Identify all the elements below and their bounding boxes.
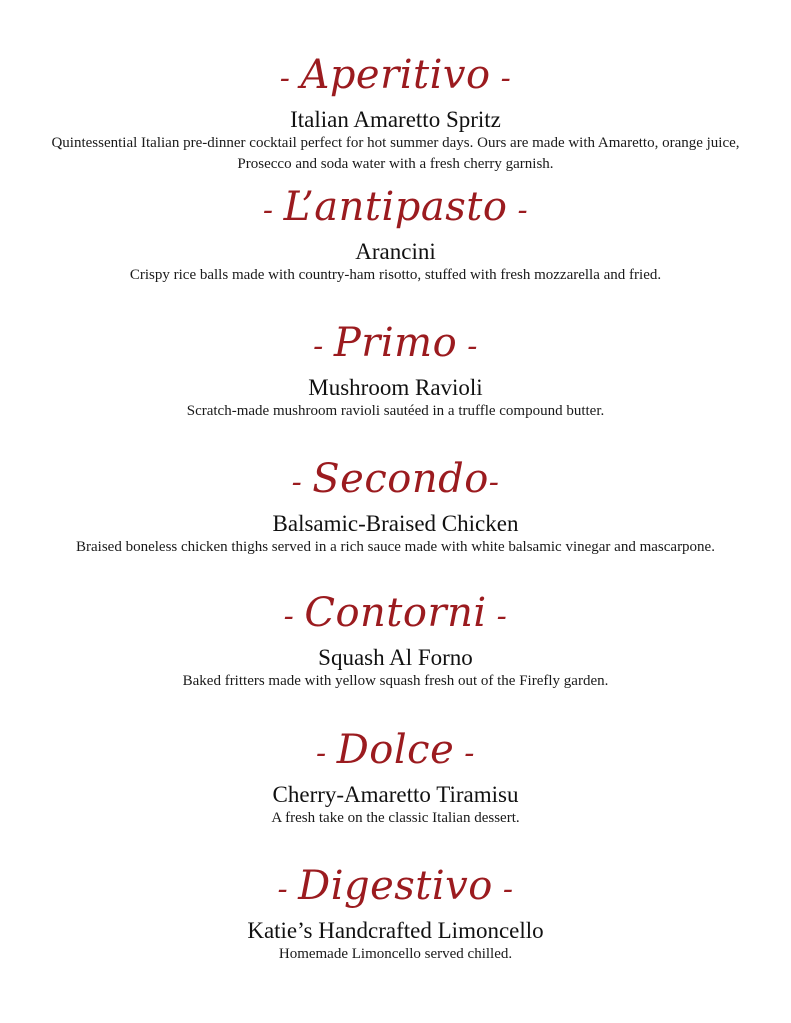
heading-dash-left: - (277, 872, 299, 907)
course-heading-text: Secondo (312, 456, 489, 502)
dish-description: Braised boneless chicken thighs served in a rich sauce made with white balsamic vinegar and mascarpone. (76, 539, 715, 555)
course-heading-text: L’antipasto (283, 184, 508, 230)
dish-description: Crispy rice balls made with country-ham risotto, stuffed with fresh mozzarella and fried. (129, 267, 662, 283)
course-heading (0, 320, 791, 370)
dish-name: Arancini (355, 239, 436, 264)
dish-description: Scratch-made mushroom ravioli sautéed in a truffle compound butter. (186, 403, 605, 419)
heading-dash-left: - (262, 193, 284, 228)
heading-dash-left: - (279, 61, 301, 96)
heading-dash-right: - (488, 465, 500, 500)
course-digestivo (0, 863, 791, 965)
heading-dash-right: - (454, 736, 475, 771)
course-heading (0, 184, 791, 234)
dish-description: Homemade Limoncello served chilled. (278, 946, 513, 962)
dish-name: Katie’s Handcrafted Limoncello (247, 918, 544, 943)
heading-dash-right: - (457, 329, 478, 364)
course-aperitivo (0, 52, 791, 175)
dish-name: Italian Amaretto Spritz (290, 107, 501, 132)
dish-name: Mushroom Ravioli (308, 375, 483, 400)
heading-dash-right: - (486, 599, 508, 634)
course-heading (0, 863, 791, 913)
heading-dash-left: - (316, 736, 337, 771)
heading-dash-right: - (507, 193, 529, 228)
course-heading (0, 727, 791, 777)
heading-dash-left: - (291, 465, 313, 500)
course-heading-text: Aperitivo (300, 52, 491, 98)
dish-description: Quintessential Italian pre-dinner cocktail perfect for hot summer days. Ours are made with Amaretto, orange juice, Prosecco and soda water with a fresh cherry garnish. (51, 135, 740, 172)
course-heading-text: Dolce (336, 727, 455, 773)
dish-name: Squash Al Forno (318, 645, 473, 670)
dish-description: A fresh take on the classic Italian dessert. (271, 810, 520, 826)
dish-name: Cherry-Amaretto Tiramisu (272, 782, 519, 807)
course-contorni (0, 590, 791, 692)
course-heading (0, 456, 791, 506)
course-heading-text: Digestivo (298, 863, 493, 909)
heading-dash-right: - (492, 872, 514, 907)
dish-name: Balsamic-Braised Chicken (272, 511, 519, 536)
course-heading (0, 52, 791, 102)
heading-dash-left: - (313, 329, 334, 364)
course-heading-text: Contorni (304, 590, 487, 636)
course-dolce (0, 727, 791, 829)
course-primo (0, 320, 791, 422)
dish-description: Baked fritters made with yellow squash fresh out of the Firefly garden. (182, 673, 609, 689)
heading-dash-left: - (283, 599, 305, 634)
heading-dash-right: - (490, 61, 512, 96)
course-heading-text: Primo (333, 320, 458, 366)
course-secondo (0, 456, 791, 558)
course-heading (0, 590, 791, 640)
course-antipasto (0, 184, 791, 286)
